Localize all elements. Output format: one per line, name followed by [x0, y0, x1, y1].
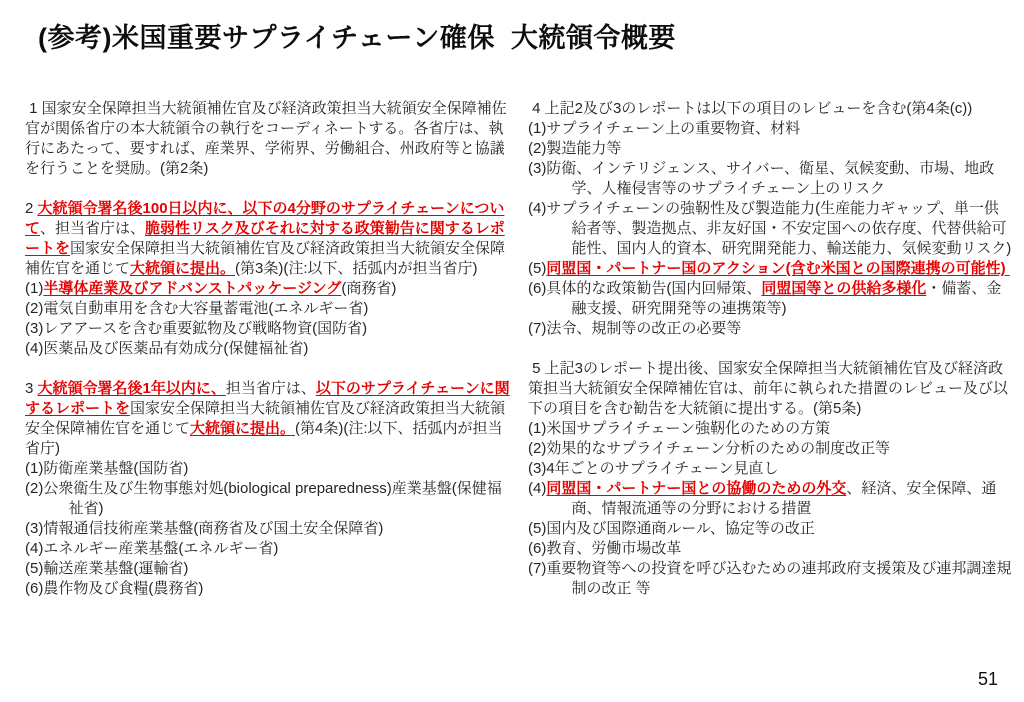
highlighted-red-text: 大統領に提出。: [130, 260, 236, 277]
text-segment: 2: [25, 200, 38, 217]
text-segment: (4)エネルギー産業基盤(エネルギー省): [25, 540, 279, 557]
text-segment: (第3条)(注:以下、括弧内が担当省庁): [235, 260, 478, 277]
text-segment: 、担当省庁は、: [40, 220, 146, 237]
text-segment: 1 国家安全保障担当大統領補佐官及び経済政策担当大統領安全保障補佐官が関係省庁の本大統領令の執行をコーディネートする。各省庁は、執行にあたって、要すれば、産業界、学術界、労働組合、州政府等と協議を行うことを奨励。(第2条): [25, 100, 507, 177]
list-item: [528, 259, 1012, 279]
text-segment: ・備蓄、金融支援、研究開発等の連携策等): [571, 280, 1002, 317]
text-segment: (3)4年ごとのサプライチェーン見直し: [528, 460, 779, 477]
section-1-coordination: [25, 99, 513, 179]
list-item: [25, 339, 513, 359]
section-4-list: [528, 119, 1012, 339]
list-item: [528, 559, 1012, 599]
highlighted-red-text: 脆弱性リスク及びそれに対する政策勧告に関するレポートを: [25, 220, 505, 257]
list-item: [528, 139, 1012, 159]
section-2-paragraph: [25, 199, 513, 279]
list-item: [25, 319, 513, 339]
text-segment: (2)公衆衛生及び生物事態対処(biological preparedness)産業基盤(保健福祉省): [25, 480, 502, 517]
section-3-1year-report: [25, 379, 513, 599]
text-segment: (3)防衛、インテリジェンス、サイバー、衛星、気候変動、市場、地政学、人権侵害等のサプライチェーン上のリスク: [528, 160, 995, 197]
text-segment: (第4条)(注:以下、括弧内が担当省庁): [25, 420, 503, 457]
text-segment: (6)農作物及び食糧(農務省): [25, 580, 204, 597]
list-item: [25, 559, 513, 579]
text-segment: (4): [528, 480, 547, 497]
section-4-review-items: [528, 99, 1012, 339]
list-item: [528, 539, 1012, 559]
text-segment: (7)重要物資等への投資を呼び込むための連邦政府支援策及び連邦調達規制の改正 等: [528, 560, 1012, 597]
highlighted-red-text: 大統領令署名後1年以内に、: [37, 380, 226, 397]
text-segment: (3)レアアースを含む重要鉱物及び戦略物資(国防省): [25, 320, 368, 337]
section-2-100day-report: [25, 199, 513, 359]
section-5-recommendations: [528, 359, 1012, 599]
text-segment: (6)教育、労働市場改革: [528, 540, 682, 557]
text-segment: (6)具体的な政策勧告(国内回帰策、: [528, 280, 762, 297]
left-column: [25, 99, 513, 619]
list-item: [25, 539, 513, 559]
highlighted-red-text: 同盟国等との供給多様化: [761, 280, 927, 297]
text-segment: (1)米国サプライチェーン強靭化のための方策: [528, 420, 831, 437]
section-4-paragraph: [528, 99, 1012, 119]
list-item: [528, 519, 1012, 539]
text-segment: (2)製造能力等: [528, 140, 622, 157]
list-item: [25, 519, 513, 539]
text-segment: (4)サプライチェーンの強靭性及び製造能力(生産能力ギャップ、単一供給者等、製造拠点、非友好国・不安定国への依存度、代替供給可能性、国内人的資本、研究開発能力、輸送能力、気候変動リスク): [528, 200, 1012, 257]
section-5-list: [528, 419, 1012, 599]
text-segment: (1)サプライチェーン上の重要物資、材料: [528, 120, 801, 137]
text-segment: (5)国内及び国際通商ルール、協定等の改正: [528, 520, 815, 537]
page-number: 51: [977, 669, 998, 689]
text-segment: (4)医薬品及び医薬品有効成分(保健福祉省): [25, 340, 309, 357]
text-segment: (2)電気自動車用を含む大容量蓄電池(エネルギー省): [25, 300, 369, 317]
highlighted-red-text: 大統領令署名後100日以内に、以下の4分野のサプライチェーンについて: [25, 200, 505, 237]
text-segment: (2)効果的なサプライチェーン分析のための制度改正等: [528, 440, 891, 457]
list-item: [528, 459, 1012, 479]
list-item: [528, 159, 1012, 199]
list-item: [25, 279, 513, 299]
highlighted-red-text: 大統領に提出。: [190, 420, 296, 437]
section-1-paragraph: [25, 99, 513, 179]
section-2-list: [25, 279, 513, 359]
text-segment: 5 上記3のレポート提出後、国家安全保障担当大統領補佐官及び経済政策担当大統領安全保障補佐官は、前年に執られた措置のレビュー及び以下の項目を含む勧告を大統領に提出する。(第5条): [528, 360, 1009, 417]
text-segment: (3)情報通信技術産業基盤(商務省及び国土安全保障省): [25, 520, 384, 537]
page-title: (参考)米国重要サプライチェーン確保 大統領令概要: [38, 23, 676, 53]
section-3-paragraph: [25, 379, 513, 459]
text-segment: 担当省庁は、: [225, 380, 316, 397]
list-item: [528, 119, 1012, 139]
content-columns: [25, 99, 1024, 619]
list-item: [25, 459, 513, 479]
highlighted-red-text: 以下のサプライチェーンに関するレポートを: [25, 380, 510, 417]
list-item: [528, 319, 1012, 339]
text-segment: 国家安全保障担当大統領補佐官及び経済政策担当大統領安全保障補佐官を通じて: [25, 400, 506, 437]
list-item: [528, 479, 1012, 519]
list-item: [528, 199, 1012, 259]
text-segment: (5)輸送産業基盤(運輸省): [25, 560, 189, 577]
highlighted-red-text: 同盟国・パートナー国のアクション(含む米国との国際連携の可能性): [546, 260, 1010, 277]
text-segment: (1): [25, 280, 44, 297]
list-item: [25, 299, 513, 319]
text-segment: (1)防衛産業基盤(国防省): [25, 460, 189, 477]
list-item: [25, 479, 513, 519]
list-item: [528, 279, 1012, 319]
text-segment: 、経済、安全保障、通商、情報流通等の分野における措置: [571, 480, 997, 517]
text-segment: (5): [528, 260, 547, 277]
section-5-paragraph: [528, 359, 1012, 419]
text-segment: 国家安全保障担当大統領補佐官及び経済政策担当大統領安全保障補佐官を通じて: [25, 240, 506, 277]
highlighted-red-text: 半導体産業及びアドバンストパッケージング: [43, 280, 342, 297]
section-3-list: [25, 459, 513, 599]
right-column: [528, 99, 1012, 619]
text-segment: 4 上記2及び3のレポートは以下の項目のレビューを含む(第4条(c)): [528, 100, 973, 117]
text-segment: 3: [25, 380, 38, 397]
text-segment: (商務省): [341, 280, 397, 297]
list-item: [25, 579, 513, 599]
list-item: [528, 439, 1012, 459]
highlighted-red-text: 同盟国・パートナー国との協働のための外交: [546, 480, 847, 497]
text-segment: (7)法令、規制等の改正の必要等: [528, 320, 742, 337]
list-item: [528, 419, 1012, 439]
